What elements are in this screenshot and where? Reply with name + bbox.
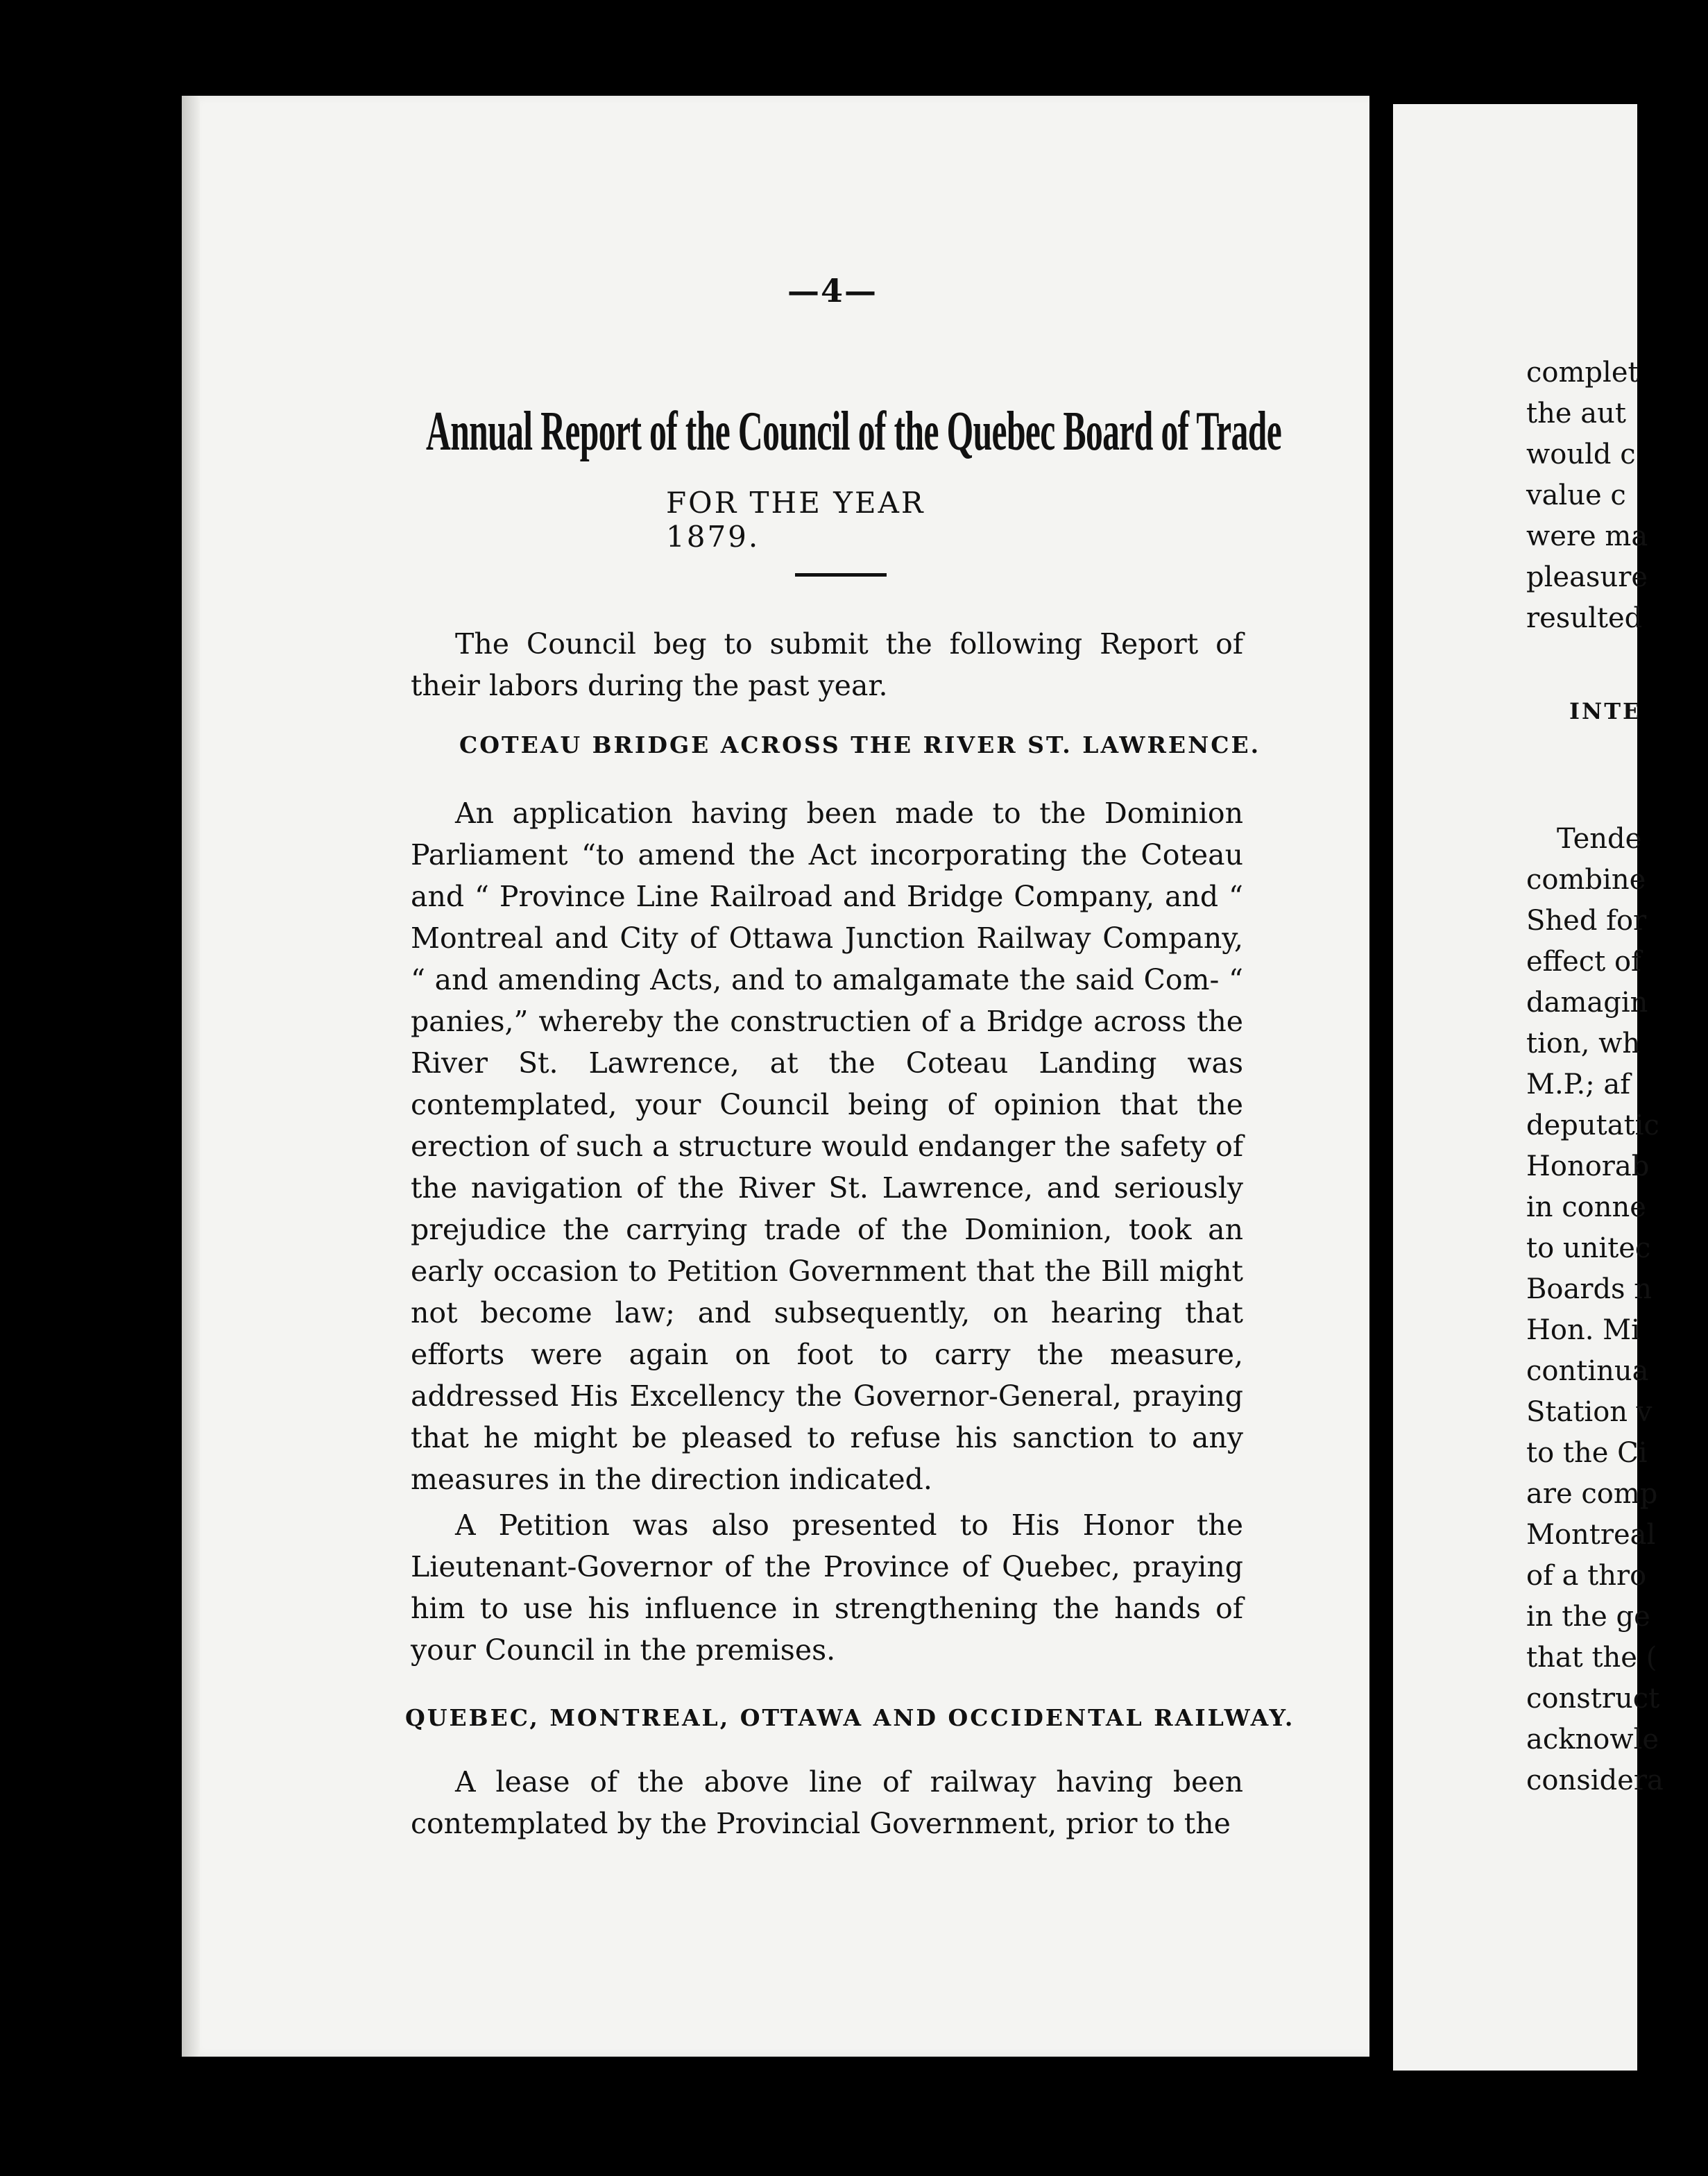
right-line: in conne: [1526, 1191, 1646, 1223]
right-line: that the (: [1526, 1642, 1657, 1674]
coteau-paragraph-2: [411, 1504, 1243, 1671]
page-subtitle: FOR THE YEAR 1879.: [666, 486, 925, 554]
title-text: Annual Report of the Council of the Quebec Board of Trade: [426, 401, 1282, 462]
section-heading-coteau: COTEAU BRIDGE ACROSS THE RIVER ST. LAWRENCE.: [459, 731, 1261, 758]
right-line: pleasure: [1526, 561, 1648, 593]
right-line: tion, wh: [1526, 1028, 1641, 1060]
coteau-text-1: An application having been made to the Dominion Parliament “to amend the Act incorporating the Coteau and “ Province Line Railroad and Bridge Company, and “ Montreal and City of Ottawa Junction Railway Company, “ and amending Acts, and to amalgamate the said Com- “ panies,” whereby the constructien of a Bridge across the River St. Lawrence, at the Coteau Landing was contemplated, your Council being of opinion that the erection of such a structure would endanger the safety of the navigation of the River St. Lawrence, and seriously prejudice the carrying trade of the Dominion, took an early occasion to Petition Government that the Bill might not become law; and subsequently, on hearing that efforts were again on foot to carry the measure, addressed His Excellency the Governor-General, praying that he might be pleased to refuse his sanction to any measures in the direction indicated.: [411, 797, 1243, 1496]
right-line: combine: [1526, 864, 1646, 896]
right-page-heading: INTE: [1569, 698, 1642, 724]
right-line: of a thro: [1526, 1560, 1647, 1592]
page-number: —4—: [787, 272, 878, 309]
right-line: complet: [1526, 357, 1639, 389]
right-line: Tende: [1557, 823, 1642, 855]
right-line: considera: [1526, 1765, 1664, 1796]
right-page-top-lines: [1526, 352, 1665, 639]
right-line: value c: [1526, 479, 1626, 511]
railway-text-1: A lease of the above line of railway having been contemplated by the Provincial Government, prior to the: [411, 1765, 1243, 1840]
right-line: in the ge: [1526, 1601, 1650, 1633]
right-line: acknowle: [1526, 1724, 1659, 1756]
intro-paragraph: [411, 623, 1243, 706]
section-heading-railway: QUEBEC, MONTREAL, OTTAWA AND OCCIDENTAL RAILWAY.: [405, 1704, 1295, 1731]
right-line: effect of: [1526, 946, 1641, 978]
coteau-text-2: A Petition was also presented to His Honor the Lieutenant-Governor of the Province of Quebec, praying him to use his influence in strengthening the hands of your Council in the premises.: [411, 1508, 1243, 1667]
coteau-paragraph-1: [411, 792, 1243, 1500]
right-line: M.P.; af: [1526, 1069, 1631, 1100]
right-line: Honorab: [1526, 1150, 1650, 1182]
right-line: were ma: [1526, 520, 1648, 552]
right-line: Montreal: [1526, 1519, 1656, 1551]
right-line: resulted: [1526, 602, 1643, 634]
page-title: [426, 397, 1282, 466]
right-line: are comp: [1526, 1478, 1658, 1510]
right-line: deputatic: [1526, 1110, 1659, 1141]
right-line: would c: [1526, 439, 1636, 470]
right-line: the aut: [1526, 398, 1626, 430]
right-line: Shed for: [1526, 905, 1647, 937]
title-divider: [795, 573, 887, 577]
right-line: construct: [1526, 1683, 1660, 1715]
right-line: to unitec: [1526, 1232, 1651, 1264]
intro-text: The Council beg to submit the following Report of their labors during the past year.: [411, 627, 1243, 702]
railway-paragraph-1: [411, 1761, 1243, 1844]
right-line: Boards n: [1526, 1273, 1653, 1305]
right-page-bottom-lines: [1526, 819, 1665, 1801]
right-line: continua: [1526, 1355, 1649, 1387]
right-line: to the Ci: [1526, 1437, 1648, 1469]
right-line: Hon. Mi: [1526, 1314, 1640, 1346]
right-line: damagin: [1526, 987, 1648, 1019]
right-line: Station v: [1526, 1396, 1653, 1428]
